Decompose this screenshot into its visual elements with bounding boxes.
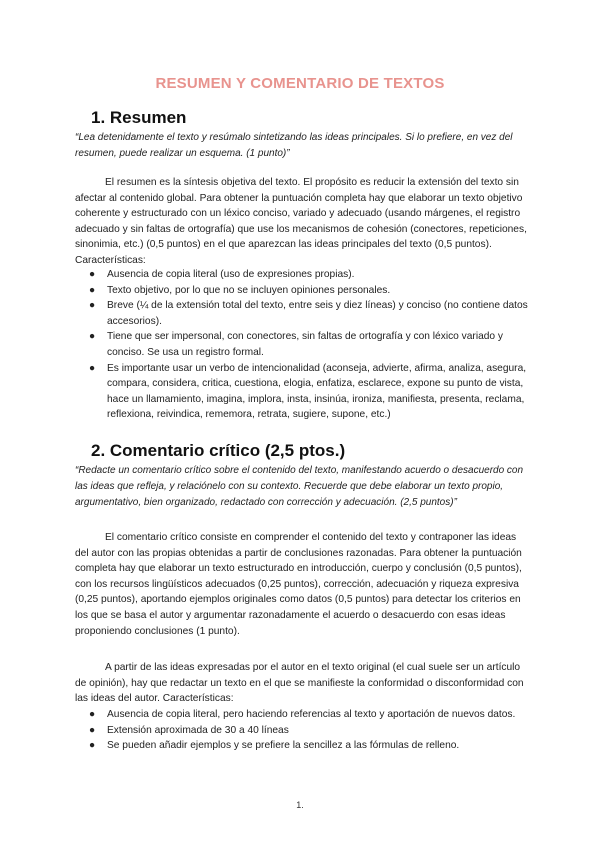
section-paragraph-comentario-2: A partir de las ideas expresadas por el autor en el texto original (el cual suele ser un artículo de opinión), hay que redactar un texto en el que se manifieste la conformidad o disconformidad con las ideas del autor. Características: (75, 662, 524, 705)
bullet-icon: ● (89, 740, 96, 752)
list-item-text: Extensión aproximada de 30 a 40 líneas (107, 724, 289, 736)
list-item (75, 738, 530, 754)
list-item-text: Texto objetivo, por lo que no se incluyen opiniones personales. (107, 284, 391, 296)
bullet-icon: ● (89, 709, 96, 720)
bullet-icon: ● (89, 724, 96, 736)
list-item-text: Se pueden añadir ejemplos y se prefiere la sencillez a las fórmulas de relleno. (107, 740, 460, 752)
list-item (75, 361, 530, 423)
list-item (75, 329, 530, 360)
list-item-text: Ausencia de copia literal, pero haciendo referencias al texto y aportación de nuevos datos. (107, 709, 516, 720)
list-item (75, 267, 530, 283)
list-item-text: Breve (¼ de la extensión total del texto, entre seis y diez líneas) y conciso (no contiene datos accesorios). (107, 300, 528, 327)
list-item (75, 723, 530, 739)
bullet-list-comentario (75, 707, 530, 754)
bullet-icon: ● (89, 300, 96, 312)
section-heading-resumen: 1. Resumen (91, 108, 187, 127)
section-paragraph-resumen: El resumen es la síntesis objetiva del texto. El propósito es reducir la extensión del texto sin afectar al contenido global. Para obtener la puntuación completa hay que elaborar un texto objetivo coherente y estructurado con un léxico conciso, variado y adecuado (usando márgenes, el registro adecuado y sin faltas de ortografía) que use los mecanismos de cohesión (conectores, repeticiones, sinonimia, etc.) (0,5 puntos) en el que aparezcan las ideas principales del texto (0,5 puntos). Características: (75, 177, 527, 266)
bullet-icon: ● (89, 284, 96, 296)
bullet-list-resumen (75, 267, 530, 423)
section-paragraph-comentario-1: El comentario crítico consiste en comprender el contenido del texto y contraponer las ideas del autor con las propias obtenidas a partir de conclusiones razonadas. Para obtener la puntuación completa hay que elaborar un texto estructurado en introducción, cuerpo y conclusión (0,5 puntos), con los recursos lingüísticos adecuados (0,25 puntos), corrección, adecuación y riqueza expresiva (0,25 puntos), aportando ejemplos originales como datos (0,5 puntos) para detectar los criterios en los que se basa el autor y argumentar razonadamente el acuerdo o desacuerdo con esas ideas proponiendo conclusiones (1 punto). (75, 532, 522, 637)
document-title: RESUMEN Y COMENTARIO DE TEXTOS (155, 75, 445, 92)
bullet-icon: ● (89, 362, 96, 374)
list-item (75, 298, 530, 329)
page-number: 1. (296, 800, 304, 810)
section-heading-comentario: 2. Comentario crítico (2,5 ptos.) (91, 441, 346, 460)
list-item-text: Tiene que ser impersonal, con conectores, sin faltas de ortografía y con léxico variado y conciso. Se usa un registro formal. (107, 331, 504, 358)
bullet-icon: ● (89, 331, 96, 343)
section-instruction-resumen: “Lea detenidamente el texto y resúmalo sintetizando las ideas principales. Si lo prefiere, en vez del resumen, puede realizar un esquema. (1 punto)” (75, 132, 513, 159)
list-item (75, 707, 530, 723)
list-item-text: Es importante usar un verbo de intencionalidad (aconseja, advierte, afirma, analiza, asegura, compara, considera, critica, cuestiona, elogia, enfatiza, esclarece, expone su punto de vista, hace un llamamiento, imagina, implora, insta, insinúa, ironiza, manifiesta, presenta, reclama, reflexiona, reivindica, rememora, retrata, sugiere, supone, etc.) (107, 362, 527, 421)
list-item-text: Ausencia de copia literal (uso de expresiones propias). (107, 269, 355, 280)
section-instruction-comentario: “Redacte un comentario crítico sobre el contenido del texto, manifestando acuerdo o desacuerdo con las ideas que refleja, y relaciónelo con su contexto. Recuerde que debe elaborar un texto propio, argumentativo, bien organizado, redactado con corrección y adecuación. (2,5 puntos)” (75, 465, 524, 508)
bullet-icon: ● (89, 269, 96, 280)
list-item (75, 283, 530, 299)
